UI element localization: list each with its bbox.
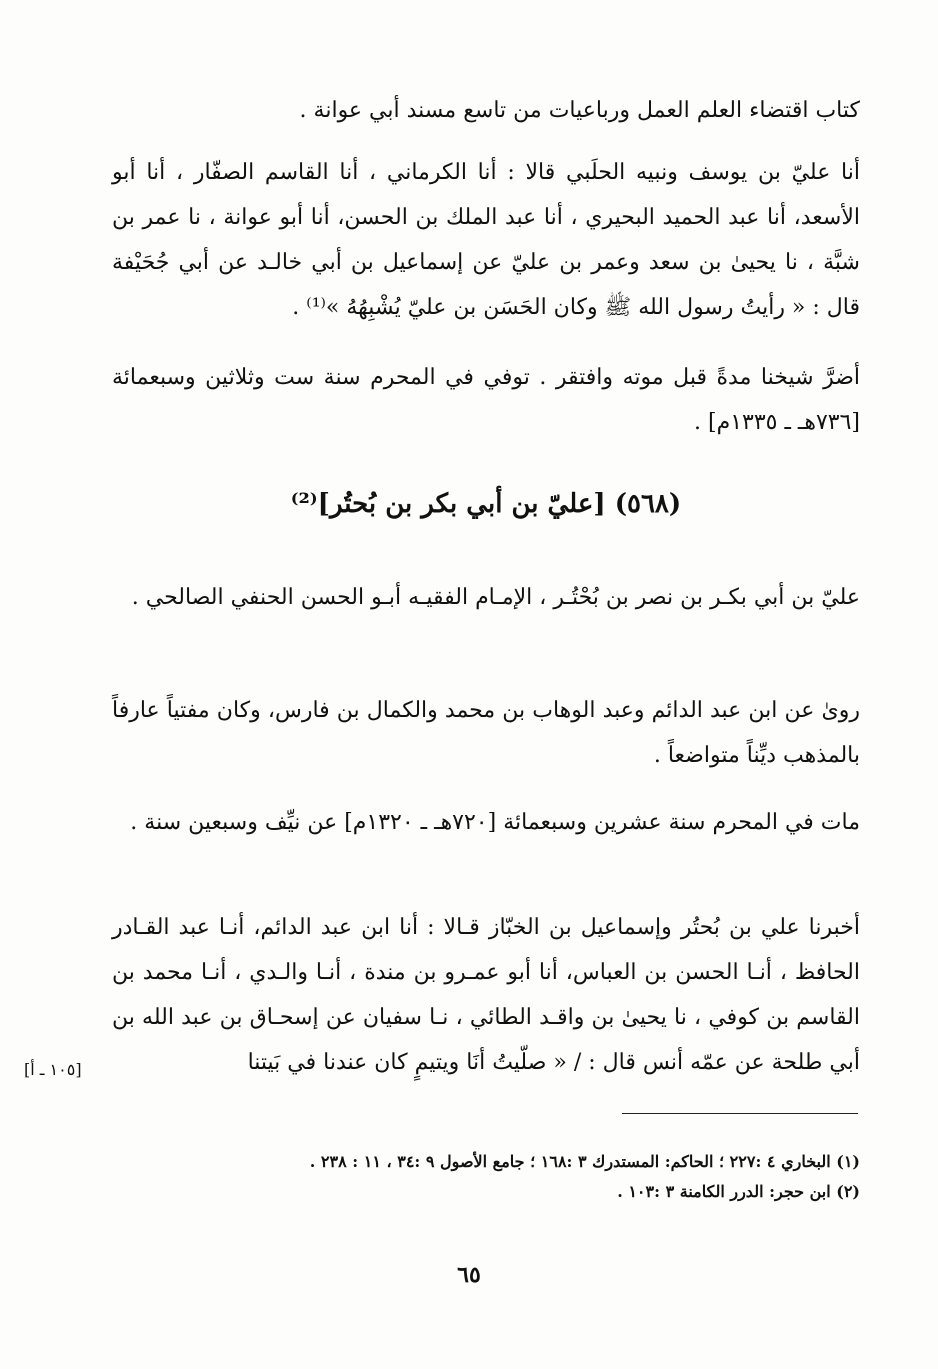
- paragraph-isnad-1: أنا عليّ بن يوسف ونبيه الحلَبي قالا : أنا الكرماني ، أنا القاسم الصفّار ، أنا أبو الأسعد، أنا عبد الحميد البحيري ، أنا عبد الملك بن الحسن، أنا أبو عوانة ، نا عمر بن شبَّة ، نا يحيىٰ بن سعد وعمر بن عليّ عن إسماعيل بن أبي خالـد عن أبي جُحَيْفة قال : « رأيتُ رسول الله ﷺ وكان الحَسَن بن عليّ يُشْبِهُهُ »⁽¹⁾ .: [112, 160, 860, 320]
- paragraph-biography: عليّ بن أبي بكـر بن نصر بن بُحْتُـر ، الإمـام الفقيـه أبـو الحسن الحنفي الصالحي .: [131, 585, 860, 610]
- page-number: ٦٥: [457, 1262, 481, 1288]
- paragraph-death-date: مات في المحرم سنة عشرين وسبعمائة [٧٢٠هـ ـ ١٣٢٠م] عن نيِّف وسبعين سنة .: [130, 810, 860, 835]
- footnote-1: (١) البخاري ٤ :٢٢٧ ؛ الحاكم: المستدرك ٣ :١٦٨ ؛ جامع الأصول ٩ :٣٤ ، ١١ : ٢٣٨ .: [309, 1152, 860, 1171]
- footnotes: [112, 1147, 860, 1207]
- paragraph-death-note: أضرَّ شيخنا مدةً قبل موته وافتقر . توفي في المحرم سنة ست وثلاثين وسبعمائة [٧٣٦هـ ـ ١٣٣٥م] .: [112, 365, 860, 435]
- paragraph-running-title: كتاب اقتضاء العلم العمل ورباعيات من تاسع مسند أبي عوانة .: [299, 98, 860, 123]
- footnote-2: (٢) ابن حجر: الدرر الكامنة ٣ :١٠٣ .: [617, 1182, 860, 1201]
- paragraph-isnad-2: أخبرنا علي بن بُحتُر وإسماعيل بن الخبّاز قـالا : أنا ابن عبد الدائم، أنـا عبد القـادر الحافظ ، أنـا الحسن بن العباس، أنا أبو عمـرو بن مندة ، أنـا والـدي ، أنـا محمد بن القاسم بن كوفي ، نا يحيىٰ بن واقـد الطائي ، نـا سفيان عن إسحـاق بن عبد الله بن أبي طلحة عن عمّه أنس قال : / « صلّيتُ أنَا ويتيمٍ كان عندنا في بَيتنا: [112, 915, 860, 1075]
- footnote-divider: [622, 1113, 858, 1114]
- entry-heading: (٥٦٨) [عليّ بن أبي بكر بن بُحتُر]⁽²⁾: [290, 489, 682, 519]
- manuscript-folio-ref: [١٠٥ ـ أ]: [24, 1060, 82, 1079]
- paragraph-narration: روىٰ عن ابن عبد الدائم وعبد الوهاب بن محمد والكمال بن فارس، وكان مفتياً عارفاً بالمذهب ديِّناً متواضعاً .: [112, 698, 860, 768]
